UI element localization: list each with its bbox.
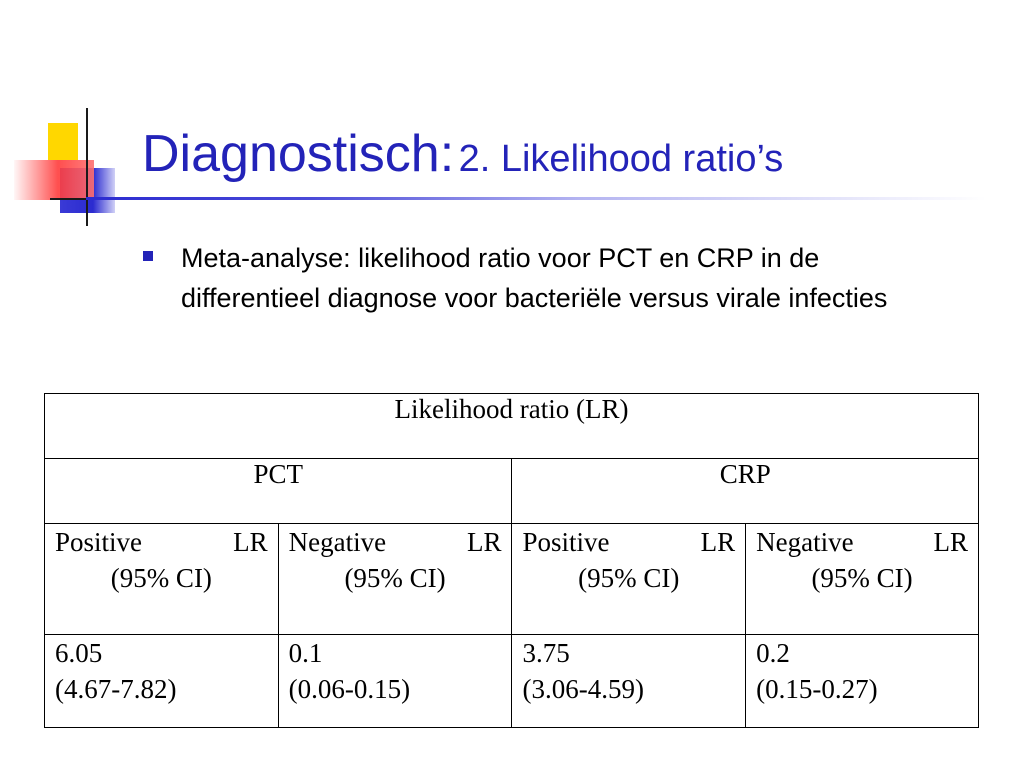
value-cell <box>746 635 979 728</box>
group-crp: CRP <box>512 459 979 524</box>
table-row <box>45 394 979 459</box>
header-word: Positive <box>55 527 143 557</box>
value: 3.75 <box>522 638 570 668</box>
group-pct: PCT <box>45 459 512 524</box>
value: 0.2 <box>756 638 790 668</box>
ornament-vertical-line <box>86 108 88 226</box>
header-word: LR <box>233 527 268 557</box>
value: 0.1 <box>288 638 323 668</box>
red-square <box>14 160 94 200</box>
corner-ornament <box>0 100 150 240</box>
header-cell <box>278 524 512 635</box>
header-ci: (95% CI) <box>344 563 446 593</box>
value-ci: (0.06-0.15) <box>288 674 411 704</box>
yellow-square <box>48 123 78 160</box>
slide-title <box>142 124 783 184</box>
bullet-square-icon <box>143 251 153 261</box>
header-ci: (95% CI) <box>110 563 212 593</box>
title-main: Diagnostisch: <box>142 125 455 183</box>
header-cell <box>746 524 979 635</box>
value-cell <box>512 635 746 728</box>
header-cell <box>512 524 746 635</box>
bullet-text: Meta-analyse: likelihood ratio voor PCT en CRP in de differentieel diagnose voor bacteriële versus virale infecties <box>181 243 888 313</box>
table-row <box>45 459 979 524</box>
table-row <box>45 524 979 635</box>
value-cell <box>45 635 279 728</box>
bullet-item <box>143 238 943 318</box>
likelihood-ratio-table <box>44 393 979 728</box>
header-word: Negative <box>288 527 387 557</box>
title-underline <box>86 197 986 200</box>
value-ci: (0.15-0.27) <box>756 674 878 704</box>
table-row <box>45 635 979 728</box>
header-cell <box>45 524 279 635</box>
title-sub: 2. Likelihood ratio’s <box>458 138 784 180</box>
header-word: LR <box>933 527 968 557</box>
header-ci: (95% CI) <box>578 563 680 593</box>
table-caption: Likelihood ratio (LR) <box>45 394 979 459</box>
header-word: Positive <box>522 527 610 557</box>
header-ci: (95% CI) <box>811 563 913 593</box>
header-word: Negative <box>756 527 854 557</box>
header-word: LR <box>700 527 736 557</box>
value-ci: (4.67-7.82) <box>55 674 177 704</box>
header-word: LR <box>466 527 502 557</box>
value-cell <box>278 635 512 728</box>
value-ci: (3.06-4.59) <box>522 674 644 704</box>
value: 6.05 <box>55 638 103 668</box>
